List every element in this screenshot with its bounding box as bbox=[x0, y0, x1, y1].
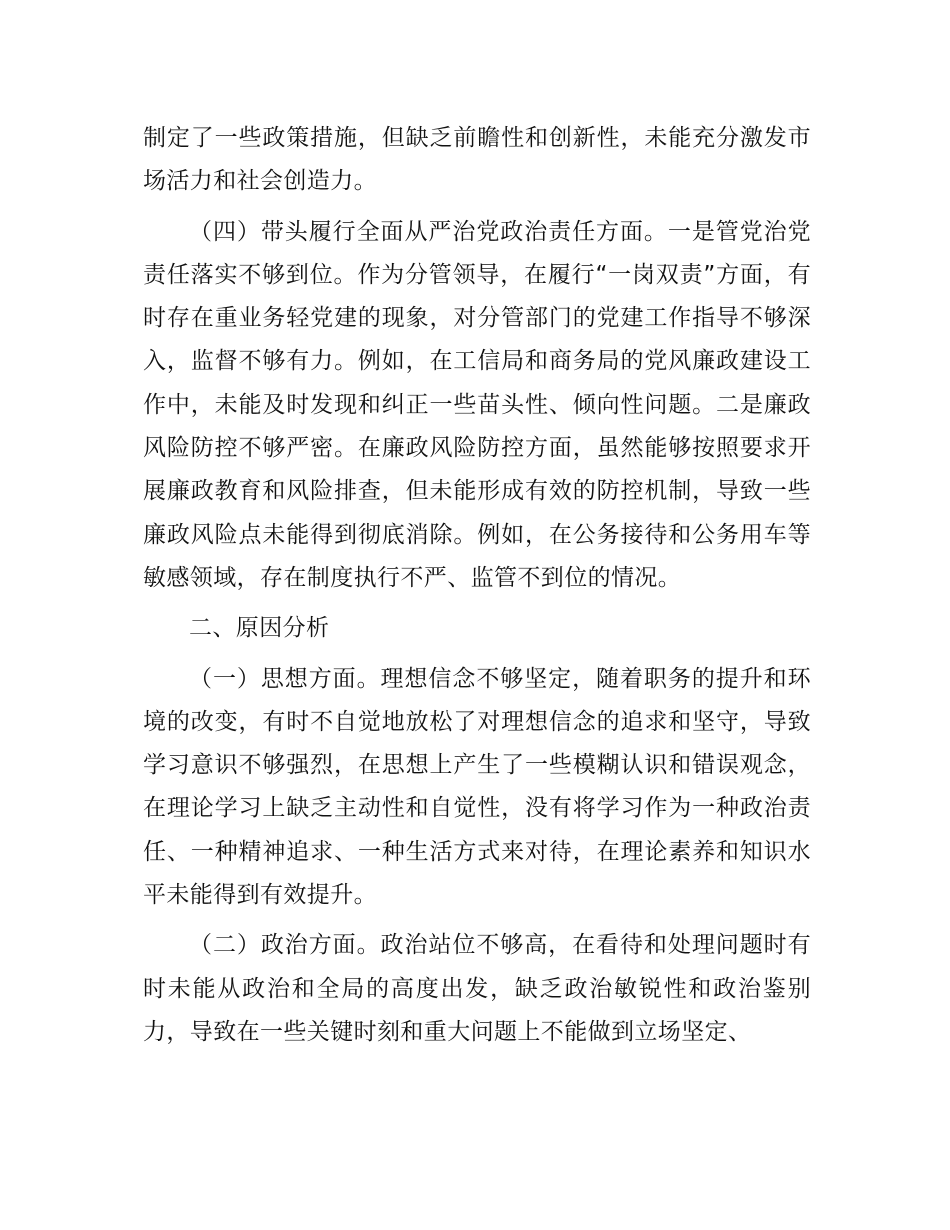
paragraph-politics: （二）政治方面。政治站位不够高，在看待和处理问题时有时未能从政治和全局的高度出发，缺乏政治敏锐性和政治鉴别力，导致在一些关键时刻和重大问题上不能做到立场坚定、 bbox=[143, 932, 811, 1045]
paragraph-section-four: （四）带头履行全面从严治党政治责任方面。一是管党治党责任落实不够到位。作为分管领导，在履行“一岗双责”方面，有时存在重业务轻党建的现象，对分管部门的党建工作指导不够深入，监督不够有力。例如，在工信局和商务局的党风廉政建设工作中，未能及时发现和纠正一些苗头性、倾向性问题。二是廉政风险防控不够严密。在廉政风险防控方面，虽然能够按照要求开展廉政教育和风险排查，但未能形成有效的防控机制，导致一些廉政风险点未能得到彻底消除。例如，在公务接待和公务用车等敏感领域，存在制度执行不严、监管不到位的情况。 bbox=[143, 218, 811, 591]
paragraph-ideology: （一）思想方面。理想信念不够坚定，随着职务的提升和环境的改变，有时不自觉地放松了对理想信念的追求和坚守，导致学习意识不够强烈，在思想上产生了一些模糊认识和错误观念，在理论学习上缺乏主动性和自觉性，没有将学习作为一种政治责任、一种精神追求、一种生活方式来对待，在理论素养和知识水平未能得到有效提升。 bbox=[143, 665, 811, 909]
document-body bbox=[143, 117, 811, 1054]
paragraph-continuation: 制定了一些政策措施，但缺乏前瞻性和创新性，未能充分激发市场活力和社会创造力。 bbox=[143, 125, 811, 195]
section-heading-cause-analysis: 二、原因分析 bbox=[189, 615, 330, 642]
